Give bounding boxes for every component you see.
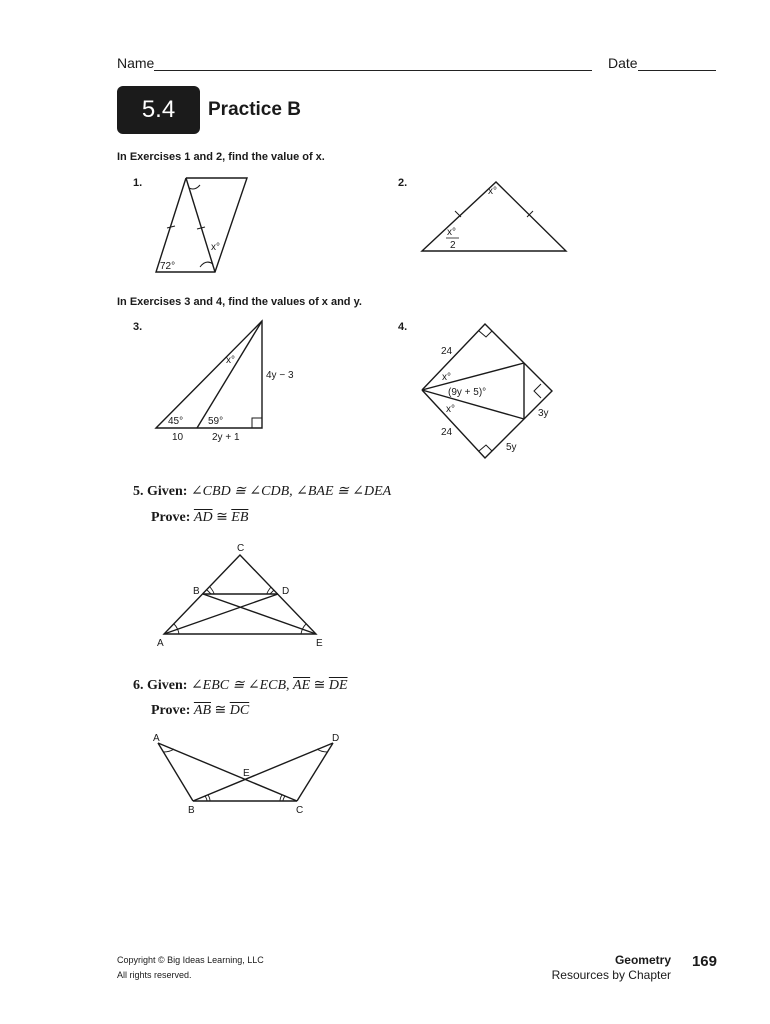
ex4-mid-angle-label: (9y + 5)° (448, 387, 487, 398)
ex5-cong: ≅ (216, 510, 228, 525)
book-title: Geometry (614, 953, 671, 967)
ex6-prove-label: Prove: (151, 703, 191, 718)
exercise-2-number: 2. (398, 177, 408, 189)
ex4-right-side-label: 3y (538, 408, 549, 419)
exercise-1-figure (150, 172, 260, 282)
ex3-base-left-label: 10 (172, 432, 184, 443)
instruction-3-4: In Exercises 3 and 4, find the values of x and y. (117, 296, 362, 308)
ex3-x-label: x° (226, 355, 235, 366)
ex3-base-right-label: 2y + 1 (212, 432, 240, 443)
exercise-5-prove (151, 509, 248, 526)
ex5-vertex-d: D (282, 586, 290, 597)
name-field-line[interactable] (154, 70, 592, 71)
ex6-number: 6. (133, 678, 144, 693)
ex6-vertex-d: D (332, 733, 340, 744)
page-title: Practice B (208, 99, 301, 120)
ex2-top-angle-label: x° (488, 186, 497, 197)
exercise-3-figure (150, 315, 310, 450)
ex4-bottom-side-label: 24 (441, 427, 453, 438)
lesson-badge (117, 86, 200, 134)
ex4-top-side-label: 24 (441, 346, 453, 357)
ex4-bottom-right-label: 5y (506, 442, 517, 453)
copyright-text: Copyright © Big Ideas Learning, LLC (117, 955, 264, 965)
ex5-vertex-a: A (157, 638, 164, 649)
ex6-given-seg-b: $\overline{DE}$ (328, 678, 348, 693)
exercise-6-given (133, 677, 348, 694)
rights-text: All rights reserved. (117, 970, 192, 980)
ex5-given-text: ∠CBD ≅ ∠CDB, ∠BAE ≅ ∠DEA (190, 484, 392, 499)
ex2-frac-numerator: x° (447, 227, 456, 238)
exercise-5-figure (150, 540, 330, 652)
ex6-given-angles: ∠EBC ≅ ∠ECB, (190, 678, 290, 693)
ex5-prove-seg-a: $\overline{AD}$ (193, 510, 213, 525)
ex6-vertex-b: B (188, 805, 195, 816)
ex6-vertex-c: C (296, 805, 304, 816)
ex5-given-label: Given: (147, 484, 188, 499)
ex6-prove-seg-b: $\overline{DC}$ (229, 703, 250, 718)
ex6-given-label: Given: (147, 678, 188, 693)
exercise-6-prove (151, 702, 249, 719)
exercise-4-number: 4. (398, 321, 408, 333)
ex6-cong-prove: ≅ (214, 703, 227, 718)
date-label: Date (608, 55, 638, 71)
exercise-1-number: 1. (133, 177, 143, 189)
ex6-vertex-a: A (153, 733, 160, 744)
ex2-frac-denominator: 2 (450, 240, 456, 251)
instruction-1-2: In Exercises 1 and 2, find the value of x. (117, 151, 325, 163)
ex6-given-seg-a: $\overline{AE}$ (293, 678, 311, 693)
ex3-side-label: 4y − 3 (266, 370, 294, 381)
lesson-number: 5.4 (141, 96, 176, 123)
exercise-5-given (133, 483, 391, 500)
ex3-angle-45-label: 45° (168, 416, 184, 427)
page-number: 169 (691, 953, 717, 970)
ex4-x-top-label: x° (442, 372, 451, 383)
ex5-prove-seg-b: $\overline{EB}$ (231, 510, 249, 525)
ex1-x-label: x° (211, 242, 220, 253)
ex3-angle-59-label: 59° (208, 416, 224, 427)
ex6-prove-seg-a: $\overline{AB}$ (193, 703, 211, 718)
ex1-angle-72-label: 72° (160, 261, 176, 272)
ex5-vertex-c: C (237, 543, 245, 554)
ex6-vertex-e: E (243, 768, 250, 779)
ex5-number: 5. (133, 484, 144, 499)
exercise-3-number: 3. (133, 321, 143, 333)
exercise-2-figure (420, 178, 570, 256)
ex5-prove-label: Prove: (151, 510, 191, 525)
book-subtitle: Resources by Chapter (551, 968, 671, 982)
name-label: Name (117, 55, 155, 71)
exercise-6-figure (150, 730, 350, 820)
ex4-x-bottom-label: x° (446, 404, 455, 415)
exercise-4-figure (420, 320, 570, 465)
ex5-vertex-e: E (316, 638, 323, 649)
date-field-line[interactable] (638, 70, 716, 71)
ex5-vertex-b: B (193, 586, 200, 597)
ex6-cong-given: ≅ (313, 678, 326, 693)
